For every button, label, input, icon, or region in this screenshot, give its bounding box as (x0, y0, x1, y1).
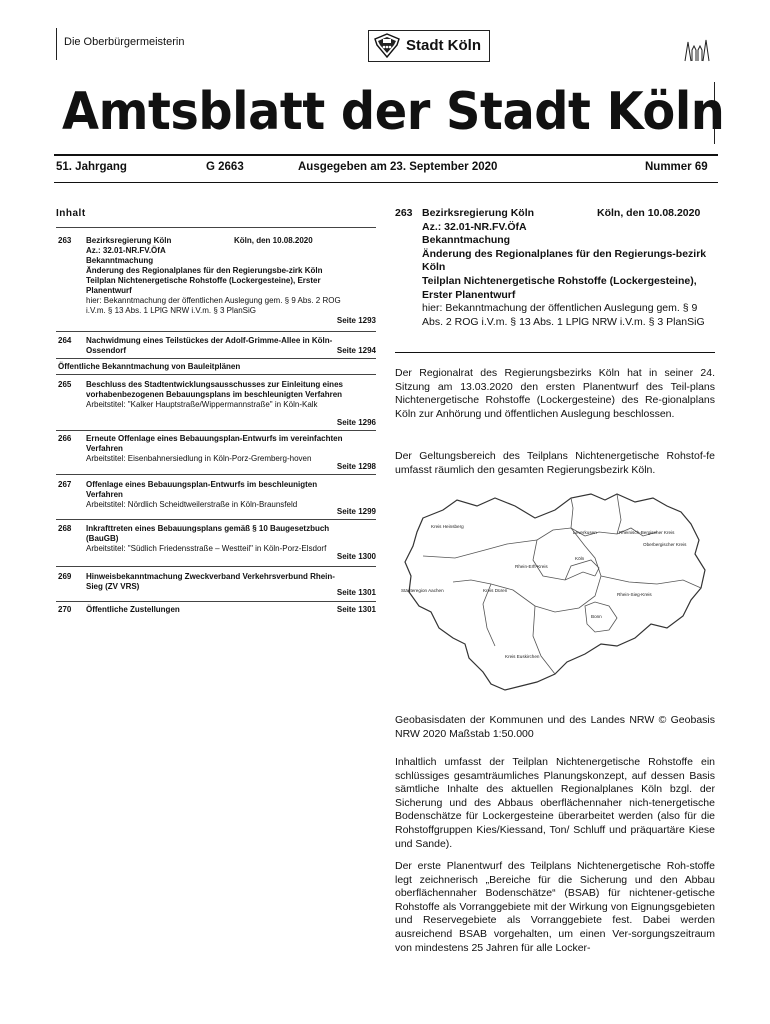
map-caption: Geobasisdaten der Kommunen und des Landes NRW © Geobasis NRW 2020 Maßstab 1:50.000 (395, 714, 715, 740)
toc-entry-number: 264 (58, 336, 72, 345)
toc-divider (56, 358, 376, 359)
toc-entry-date: Köln, den 10.08.2020 (234, 236, 313, 245)
masthead-rule (54, 154, 718, 156)
article-paragraph: Der erste Planentwurf des Teilplans Nichtenergetische Roh-stoffe legt zeichnerisch „Bereiche für die Sicherung und den Abbau oberflächennaher Bodenschätze“ (BSAB) für nichtener-getische Rohstoffe als Vorranggebiete mit der Wirkung von Eignungsgebieten und Reservegebiete als Vorranggebiete fest. Dabei werden ausreichend BSAB vorgehalten, um einen Ver-sorgungszeitraum von mindestens 25 Jahren für alle Locker- (395, 860, 715, 954)
toc-entry-page: Seite 1298 (336, 462, 376, 471)
toc-entry-subtitle: Teilplan Nichtenergetische Rohstoffe (Lockergesteine), Erster Planentwurf (86, 276, 321, 295)
issuer-label: Die Oberbürgermeisterin (64, 36, 185, 48)
toc-divider (56, 601, 376, 602)
toc-entry[interactable] (58, 524, 376, 566)
toc-entry-note: Arbeitstitel: "Kalker Hauptstraße/Wippermannstraße" in Köln-Kalk (86, 400, 318, 409)
toc-rule (56, 227, 376, 228)
header-divider-left (56, 28, 57, 60)
article-subject: Änderung des Regionalplanes für den Regierungs-bezirk Köln (422, 247, 707, 274)
toc-entry-number: 263 (58, 236, 72, 245)
toc-entry-page: Seite 1296 (336, 418, 376, 427)
toc-entry[interactable] (58, 572, 376, 602)
article-title: Bezirksregierung Köln (422, 207, 535, 219)
article-header (395, 207, 715, 329)
article-date: Köln, den 10.08.2020 (597, 207, 701, 219)
toc-entry-title: Nachwidmung eines Teilstückes der Adolf-Grimme-Allee in Köln-Ossendorf (86, 336, 333, 355)
toc-entry-az: Az.: 32.01-NR.FV.ÖfA (86, 246, 166, 255)
toc-entry-page: Seite 1300 (336, 552, 376, 561)
map-label: Rhein-Sieg-Kreis (617, 592, 652, 597)
article-number: 263 (395, 207, 413, 219)
toc-entry-note: hier: Bekanntmachung der öffentlichen Auslegung gem. § 9 Abs. 2 ROG i.V.m. § 13 Abs. 1 LPlG NRW i.V.m. § 3 PlanSiG (86, 296, 341, 315)
toc-entry[interactable] (58, 236, 376, 332)
article-paragraph: Der Regionalrat des Regierungsbezirks Köln hat in seiner 24. Sitzung am 13.03.2020 den ersten Planentwurf des Teil-plans Nichtenergetische Rohstoffe (Lockergesteine) des Re-gionalplans Köln zur Anhörung und öffentlichen Auslegung beschlossen. (395, 367, 715, 420)
toc-entry-page: Seite 1301 (336, 588, 376, 597)
info-rule (54, 182, 718, 183)
toc-entry-title: Bezirksregierung Köln (86, 236, 172, 245)
g-number: G 2663 (206, 161, 244, 173)
toc-entry-title: Offenlage eines Bebauungsplan-Entwurfs im beschleunigten Verfahren (86, 480, 318, 499)
toc-entry-page: Seite 1301 (336, 605, 376, 614)
toc-divider (56, 566, 376, 567)
toc-entry-page: Seite 1293 (336, 316, 376, 325)
map-label: Köln (575, 556, 585, 561)
toc-divider (56, 430, 376, 431)
issue-number: Nummer 69 (645, 161, 708, 173)
map-label: Bonn (591, 614, 602, 619)
region-map (395, 488, 717, 706)
map-label: Kreis Euskirchen (505, 654, 540, 659)
toc-entry-title: Öffentliche Zustellungen (86, 605, 180, 614)
toc-entry-number: 268 (58, 524, 72, 533)
cathedral-icon (683, 34, 711, 67)
toc-section-label: Öffentliche Bekanntmachung von Bauleitplänen (58, 362, 241, 371)
article-announcement: Bekanntmachung (422, 234, 511, 247)
toc-entry-number: 266 (58, 434, 72, 443)
toc-entry-page: Seite 1299 (336, 507, 376, 516)
map-label: Kreis Heinsberg (431, 524, 464, 529)
map-label: Rheinisch-Bergischer Kreis (619, 530, 675, 535)
article-rule (395, 352, 715, 353)
map-label: Leverkusen (573, 530, 597, 535)
article-az: Az.: 32.01-NR.FV.ÖfA (422, 220, 527, 233)
toc-entry[interactable] (58, 480, 376, 520)
toc-entry-page: Seite 1294 (336, 346, 376, 355)
toc-entry-number: 267 (58, 480, 72, 489)
toc-entry-title: Erneute Offenlage eines Bebauungsplan-Entwurfs im vereinfachten Verfahren (86, 434, 343, 453)
city-name: Stadt Köln (406, 37, 481, 54)
toc-entry-note: Arbeitstitel: "Südlich Friedensstraße – Westteil" in Köln-Porz-Elsdorf (86, 544, 327, 553)
toc-entry-number: 269 (58, 572, 72, 581)
toc-divider (56, 331, 376, 332)
toc-entry-subtitle: Änderung des Regionalplanes für den Regierungsbe-zirk Köln (86, 266, 323, 275)
article-paragraph: Inhaltlich umfasst der Teilplan Nichtenergetische Rohstoffe ein schlüssiges gesamträumliches Planungskonzept, auf dessen Basis sämtliche Inhalte des aktuellen Regionalplanes Köln bzgl. der Sicherung und des Abbaus oberflächennaher nich-tenergetische Bodenschätze für Lockergesteine überarbeitet werden (also für die Rohstoffgruppen Kies/Kiessand, Ton/ Schluff und präquartäre Kiese und Sande). (395, 756, 715, 850)
toc-entry[interactable] (58, 336, 376, 358)
article-hier: hier: Bekanntmachung der öffentlichen Auslegung gem. § 9 Abs. 2 ROG i.V.m. § 13 Abs. 1 LPlG NRW i.V.m. § 3 PlanSiG (422, 302, 705, 328)
toc-title: Inhalt (56, 208, 86, 219)
toc-entry[interactable] (58, 605, 376, 617)
toc-entry-title: Beschluss des Stadtentwicklungsausschusses zur Einleitung eines vorhabenbezogenen Bebauungsplans im beschleunigten Verfahren (86, 380, 343, 399)
toc-entry-number: 270 (58, 605, 72, 614)
issue-date: Ausgegeben am 23. September 2020 (298, 161, 498, 173)
toc-entry-note: Arbeitstitel: Nördlich Scheidtweilerstraße in Köln-Braunsfeld (86, 500, 298, 509)
toc-entry-subtitle: Bekanntmachung (86, 256, 154, 265)
map-label: Rhein-Erft-Kreis (515, 564, 548, 569)
toc-entry-number: 265 (58, 380, 72, 389)
toc-divider (56, 474, 376, 475)
toc-entry-title: Inkrafttreten eines Bebauungsplans gemäß § 10 Baugesetzbuch (BauGB) (86, 524, 330, 543)
toc-divider (56, 374, 376, 375)
map-label: Kreis Düren (483, 588, 508, 593)
toc-entry-title: Hinweisbekanntmachung Zweckverband Verkehrsverbund Rhein-Sieg (ZV VRS) (86, 572, 335, 591)
toc-entry-note: Arbeitstitel: Eisenbahnersiedlung in Köln-Porz-Gremberg-hoven (86, 454, 312, 463)
volume-label: 51. Jahrgang (56, 161, 127, 173)
toc-divider (56, 519, 376, 520)
coat-of-arms-icon (372, 31, 402, 64)
toc-entry[interactable] (58, 434, 376, 474)
article-subplan: Teilplan Nichtenergetische Rohstoffe (Lockergesteine), Erster Planentwurf (422, 274, 697, 301)
map-label: Städteregion Aachen (401, 588, 444, 593)
masthead-title: Amtsblatt der Stadt Köln (62, 82, 725, 142)
article-paragraph: Der Geltungsbereich des Teilplans Nichtenergetische Rohstof-fe umfasst räumlich den gesamten Regierungsbezirk Köln. (395, 450, 715, 476)
map-label: Oberbergischer Kreis (643, 542, 687, 547)
map-borders (423, 494, 701, 674)
toc-entry[interactable] (58, 380, 376, 430)
